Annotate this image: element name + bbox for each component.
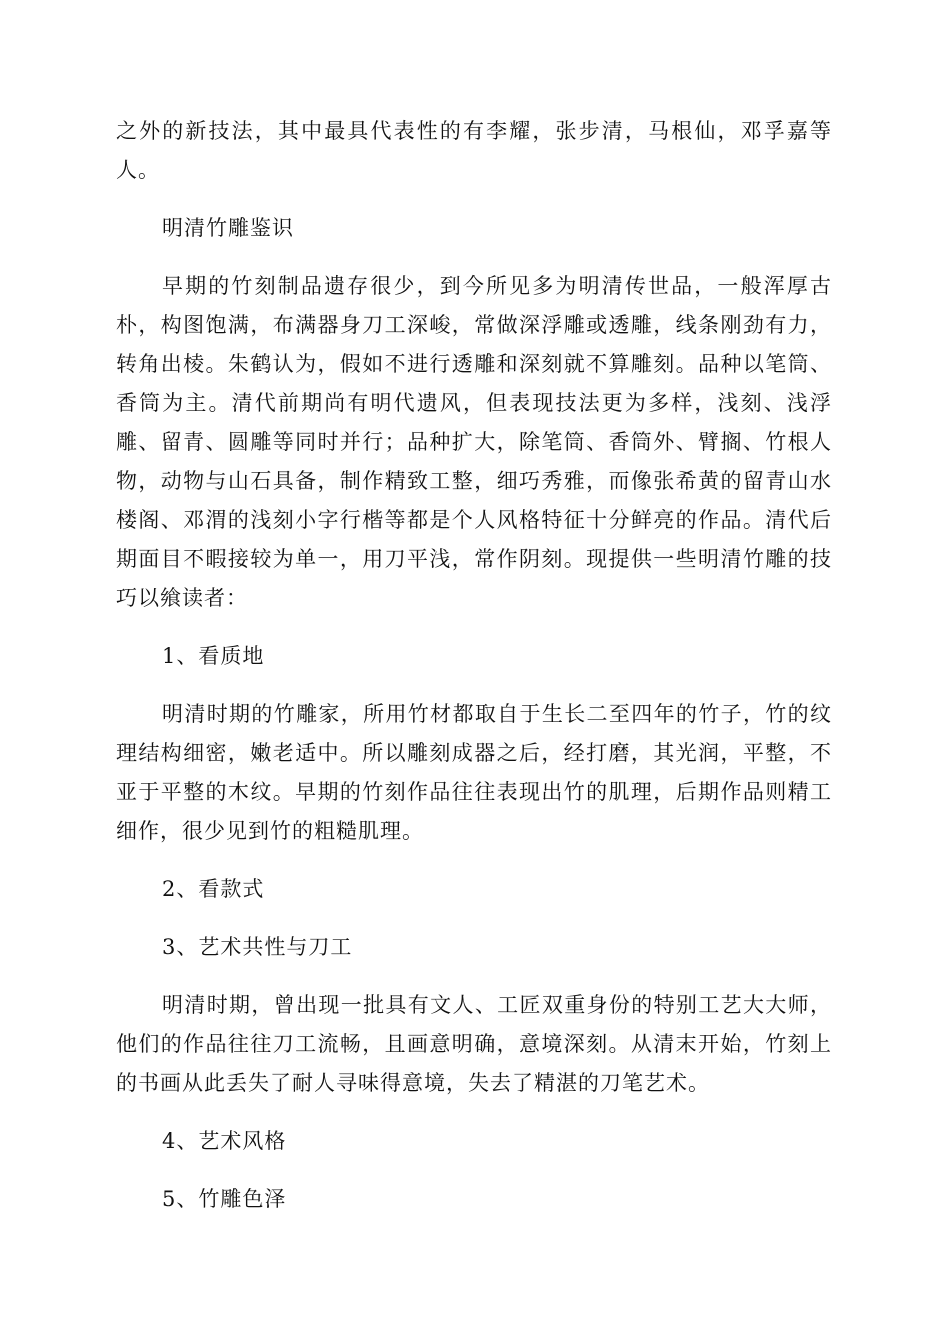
item5-heading: 5、竹雕色泽 [162,1187,287,1211]
item3-heading: 3、艺术共性与刀工 [162,935,353,959]
item2-heading: 2、看款式 [162,877,265,901]
item3-paragraph: 明清时期，曾出现一批具有文人、工匠双重身份的特别工艺大大师，他们的作品往往刀工流畅，且画意明确，意境深刻。从清末开始，竹刻上的书画从此丢失了耐人寻味得意境，失去了精湛的刀笔艺术。 [116,993,832,1095]
intro-paragraph: 早期的竹刻制品遗存很少，到今所见多为明清传世品，一般浑厚古朴，构图饱满，布满器身刀工深峻，常做深浮雕或透雕，线条刚劲有力，转角出棱。朱鹤认为，假如不进行透雕和深刻就不算雕刻。品种以笔筒、香筒为主。清代前期尚有明代遗风，但表现技法更为多样，浅刻、浅浮雕、留青、圆雕等同时并行；品种扩大，除笔筒、香筒外、臂搁、竹根人物，动物与山石具备，制作精致工整，细巧秀雅，而像张希黄的留青山水楼阁、邓渭的浅刻小字行楷等都是个人风格特征十分鲜亮的作品。清代后期面目不暇接较为单一，用刀平浅，常作阴刻。现提供一些明清竹雕的技巧以飨读者： [116,274,832,610]
section-title: 明清竹雕鉴识 [162,216,294,240]
item4-heading: 4、艺术风格 [162,1129,287,1153]
item1-paragraph: 明清时期的竹雕家，所用竹材都取自于生长二至四年的竹子，竹的纹理结构细密，嫩老适中。所以雕刻成器之后，经打磨，其光润，平整，不亚于平整的木纹。早期的竹刻作品往往表现出竹的肌理，后期作品则精工细作，很少见到竹的粗糙肌理。 [116,702,832,843]
continuation-paragraph: 之外的新技法，其中最具代表性的有李耀，张步清，马根仙，邓孚嘉等人。 [116,119,832,182]
item1-heading: 1、看质地 [162,644,265,668]
